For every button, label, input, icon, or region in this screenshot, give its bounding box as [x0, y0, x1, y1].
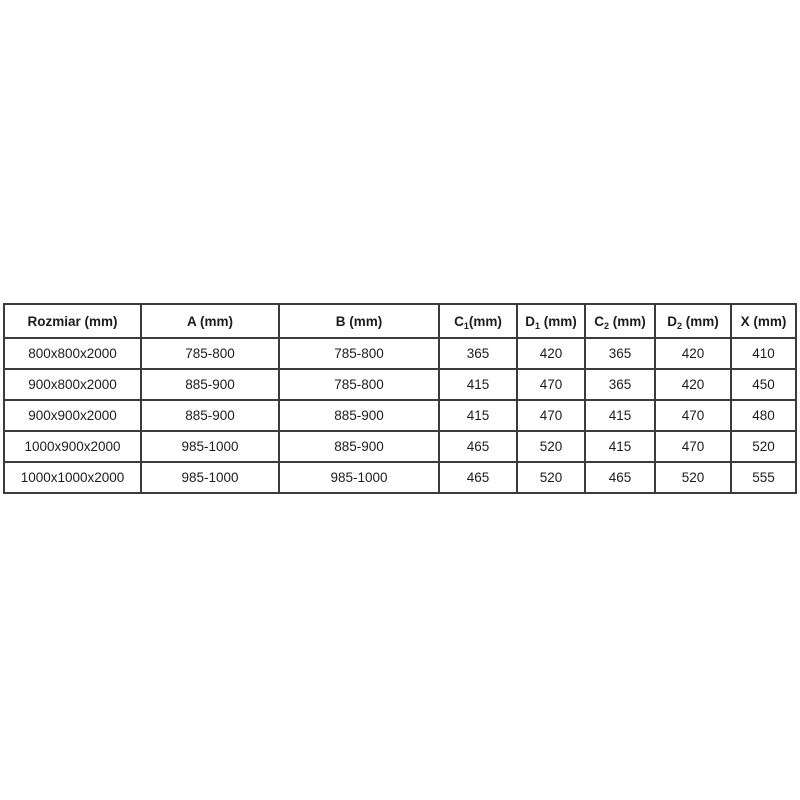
- table-header: [4, 304, 796, 338]
- column-header: B (mm): [279, 304, 439, 338]
- table-cell: 1000x900x2000: [4, 431, 141, 462]
- table-cell: 555: [731, 462, 796, 493]
- table-cell: 885-900: [279, 431, 439, 462]
- table-cell: 415: [439, 369, 517, 400]
- table-cell: 365: [585, 338, 655, 369]
- table-row: [4, 400, 796, 431]
- table-cell: 785-800: [279, 369, 439, 400]
- table-cell: 520: [731, 431, 796, 462]
- table-cell: 420: [517, 338, 585, 369]
- column-header: $C_2$ (mm): [585, 304, 655, 338]
- table-cell: 885-900: [279, 400, 439, 431]
- column-header: $D_2$ (mm): [655, 304, 731, 338]
- column-header: $C_1(mm)$: [439, 304, 517, 338]
- table-cell: 470: [517, 369, 585, 400]
- table-cell: 985-1000: [279, 462, 439, 493]
- table-cell: 785-800: [279, 338, 439, 369]
- table-cell: 470: [655, 400, 731, 431]
- column-header: A (mm): [141, 304, 279, 338]
- table-cell: 900x900x2000: [4, 400, 141, 431]
- table-cell: 465: [439, 431, 517, 462]
- table-cell: 985-1000: [141, 431, 279, 462]
- table-row: [4, 338, 796, 369]
- table-cell: 785-800: [141, 338, 279, 369]
- header-row: [4, 304, 796, 338]
- table-cell: 885-900: [141, 369, 279, 400]
- table-cell: 985-1000: [141, 462, 279, 493]
- table-cell: 450: [731, 369, 796, 400]
- table-cell: 420: [655, 369, 731, 400]
- table-cell: 520: [655, 462, 731, 493]
- column-header: X (mm): [731, 304, 796, 338]
- table-cell: 410: [731, 338, 796, 369]
- table-cell: 465: [585, 462, 655, 493]
- table-cell: 365: [439, 338, 517, 369]
- table-row: [4, 369, 796, 400]
- table-cell: 885-900: [141, 400, 279, 431]
- table-cell: 470: [517, 400, 585, 431]
- column-header: Rozmiar (mm): [4, 304, 141, 338]
- table-cell: 415: [439, 400, 517, 431]
- column-header: $D_1$ (mm): [517, 304, 585, 338]
- table-row: [4, 462, 796, 493]
- table-cell: 800x800x2000: [4, 338, 141, 369]
- table-cell: 520: [517, 462, 585, 493]
- table-cell: 415: [585, 431, 655, 462]
- table-body: [4, 338, 796, 493]
- table-row: [4, 431, 796, 462]
- table-cell: 415: [585, 400, 655, 431]
- table-cell: 365: [585, 369, 655, 400]
- table-cell: 520: [517, 431, 585, 462]
- table-cell: 1000x1000x2000: [4, 462, 141, 493]
- table-cell: 420: [655, 338, 731, 369]
- table-cell: 465: [439, 462, 517, 493]
- table-cell: 470: [655, 431, 731, 462]
- size-spec-table: [3, 303, 797, 494]
- table-cell: 480: [731, 400, 796, 431]
- table-cell: 900x800x2000: [4, 369, 141, 400]
